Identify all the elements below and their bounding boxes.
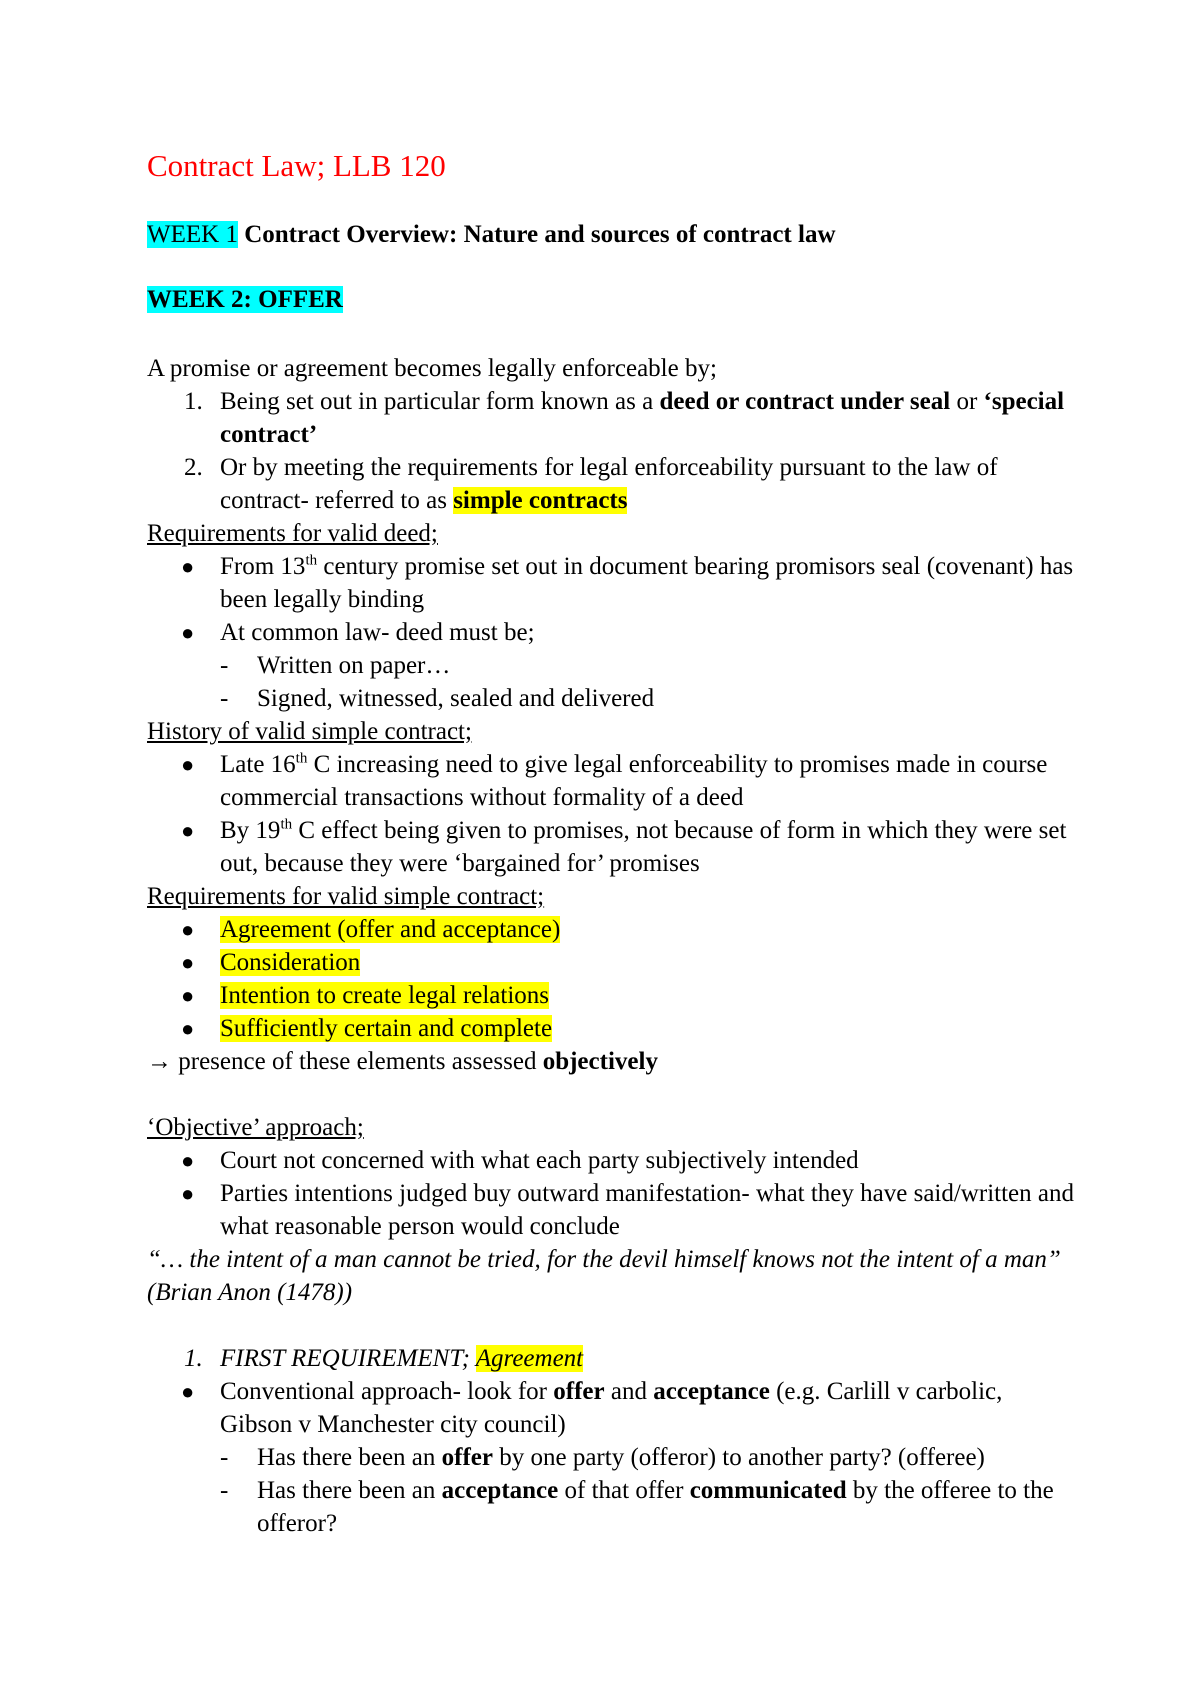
list-text: At common law- deed must be; <box>220 619 535 646</box>
list-text: Sufficiently certain and complete <box>220 1015 553 1042</box>
list-text: Intention to create legal relations <box>220 982 550 1009</box>
list-text: (e.g. Carlill v carbolic, Gibson v Manchester city council) <box>220 1378 1003 1438</box>
bullet-icon: ● <box>181 818 195 843</box>
list-text: Conventional approach- look for <box>220 1378 554 1405</box>
bullet-icon: ● <box>181 950 195 975</box>
requirement-label: FIRST REQUIREMENT; <box>220 1345 476 1372</box>
note-bold: objectively <box>542 1048 658 1075</box>
bullet-icon: ● <box>181 1181 195 1206</box>
list-text: By 19 <box>220 817 281 844</box>
list-text: Or by meeting the requirements for legal enforceability pursuant to the law of contract- referred to as <box>220 454 998 514</box>
list-number: 1. <box>184 388 203 415</box>
list-bold: offer <box>553 1378 605 1405</box>
list-item <box>147 1012 1077 1045</box>
list-text: Late 16 <box>220 751 296 778</box>
list-item <box>147 913 1077 946</box>
bullet-icon: ● <box>181 1148 195 1173</box>
bullet-icon: ● <box>181 1379 195 1404</box>
list-item <box>147 1441 1077 1474</box>
main-content <box>147 352 1077 1540</box>
spacer <box>147 1078 1077 1111</box>
week1-title: Contract Overview: Nature and sources of contract law <box>244 221 836 248</box>
list-text: C effect being given to promises, not because of form in which they were set out, because they were ‘bargained for’ promises <box>220 817 1067 877</box>
dash-icon: - <box>220 652 229 679</box>
dash-icon: - <box>220 685 229 712</box>
list-text: century promise set out in document bearing promisors seal (covenant) has been legally binding <box>220 553 1074 613</box>
bullet-icon: ● <box>181 917 195 942</box>
list-text: Consideration <box>220 949 361 976</box>
list-item <box>147 649 1077 682</box>
superscript: th <box>305 552 318 569</box>
bullet-icon: ● <box>181 752 195 777</box>
week1-tag: WEEK 1 <box>147 221 238 248</box>
list-text: and <box>604 1378 654 1405</box>
list-item <box>147 1474 1077 1540</box>
list-bold: acceptance <box>441 1477 559 1504</box>
list-text: Has there been an <box>257 1477 442 1504</box>
requirement-highlight: Agreement <box>475 1345 584 1372</box>
list-text: Being set out in particular form known as a <box>220 388 660 415</box>
list-number: 2. <box>184 454 203 481</box>
list-text: Court not concerned with what each party subjectively intended <box>220 1147 859 1174</box>
quote: “… the intent of a man cannot be tried, for the devil himself knows not the intent of a man” (Brian Anon (1478)) <box>147 1246 1061 1306</box>
spacer <box>147 1309 1077 1342</box>
list-item <box>147 385 1077 451</box>
list-bold: communicated <box>689 1477 847 1504</box>
deed-heading: Requirements for valid deed; <box>147 520 438 547</box>
objective-heading: ‘Objective’ approach; <box>147 1114 364 1141</box>
list-item <box>147 616 1077 649</box>
list-item <box>147 946 1077 979</box>
dash-icon: - <box>220 1477 229 1504</box>
list-item <box>147 1144 1077 1177</box>
list-item <box>147 550 1077 616</box>
list-bold: simple contracts <box>453 487 628 514</box>
list-text: Written on paper… <box>257 652 451 679</box>
superscript: th <box>295 750 308 767</box>
list-bold: offer <box>441 1444 493 1471</box>
bullet-icon: ● <box>181 983 195 1008</box>
list-item <box>147 814 1077 880</box>
document-title: Contract Law; LLB 120 <box>147 148 446 183</box>
history-heading: History of valid simple contract; <box>147 718 472 745</box>
superscript: th <box>280 816 293 833</box>
list-bold: deed or contract under seal <box>659 388 951 415</box>
list-text: by one party (offeror) to another party? (offeree) <box>492 1444 985 1471</box>
list-item <box>147 1177 1077 1243</box>
list-text: From 13 <box>220 553 306 580</box>
list-item <box>147 1375 1077 1441</box>
list-item <box>147 979 1077 1012</box>
bullet-icon: ● <box>181 1016 195 1041</box>
arrow-icon: → <box>147 1048 172 1075</box>
list-bold: ‘special contract’ <box>220 388 1065 448</box>
list-item <box>147 451 1077 517</box>
list-item <box>147 748 1077 814</box>
objective-note <box>147 1045 1077 1078</box>
list-number: 1. <box>184 1345 203 1372</box>
list-text: Signed, witnessed, sealed and delivered <box>257 685 655 712</box>
list-item <box>147 1342 1077 1375</box>
week2-title: WEEK 2: OFFER <box>147 286 343 313</box>
list-text: of that offer <box>558 1477 690 1504</box>
list-text: Agreement (offer and acceptance) <box>220 916 561 943</box>
list-text: or <box>950 388 984 415</box>
week1-heading <box>147 218 836 251</box>
dash-icon: - <box>220 1444 229 1471</box>
bullet-icon: ● <box>181 620 195 645</box>
intro-text: A promise or agreement becomes legally enforceable by; <box>147 355 717 382</box>
list-bold: acceptance <box>653 1378 770 1405</box>
note-text: presence of these elements assessed <box>172 1048 543 1075</box>
list-text: Has there been an <box>257 1444 442 1471</box>
list-text: by the offeree to the offeror? <box>257 1477 1054 1537</box>
simple-heading: Requirements for valid simple contract; <box>147 883 545 910</box>
list-item <box>147 682 1077 715</box>
week2-heading <box>147 283 343 316</box>
bullet-icon: ● <box>181 554 195 579</box>
list-text: Parties intentions judged buy outward manifestation- what they have said/written and what reasonable person would conclude <box>220 1180 1074 1240</box>
list-text: C increasing need to give legal enforceability to promises made in course commercial transactions without formality of a deed <box>220 751 1048 811</box>
